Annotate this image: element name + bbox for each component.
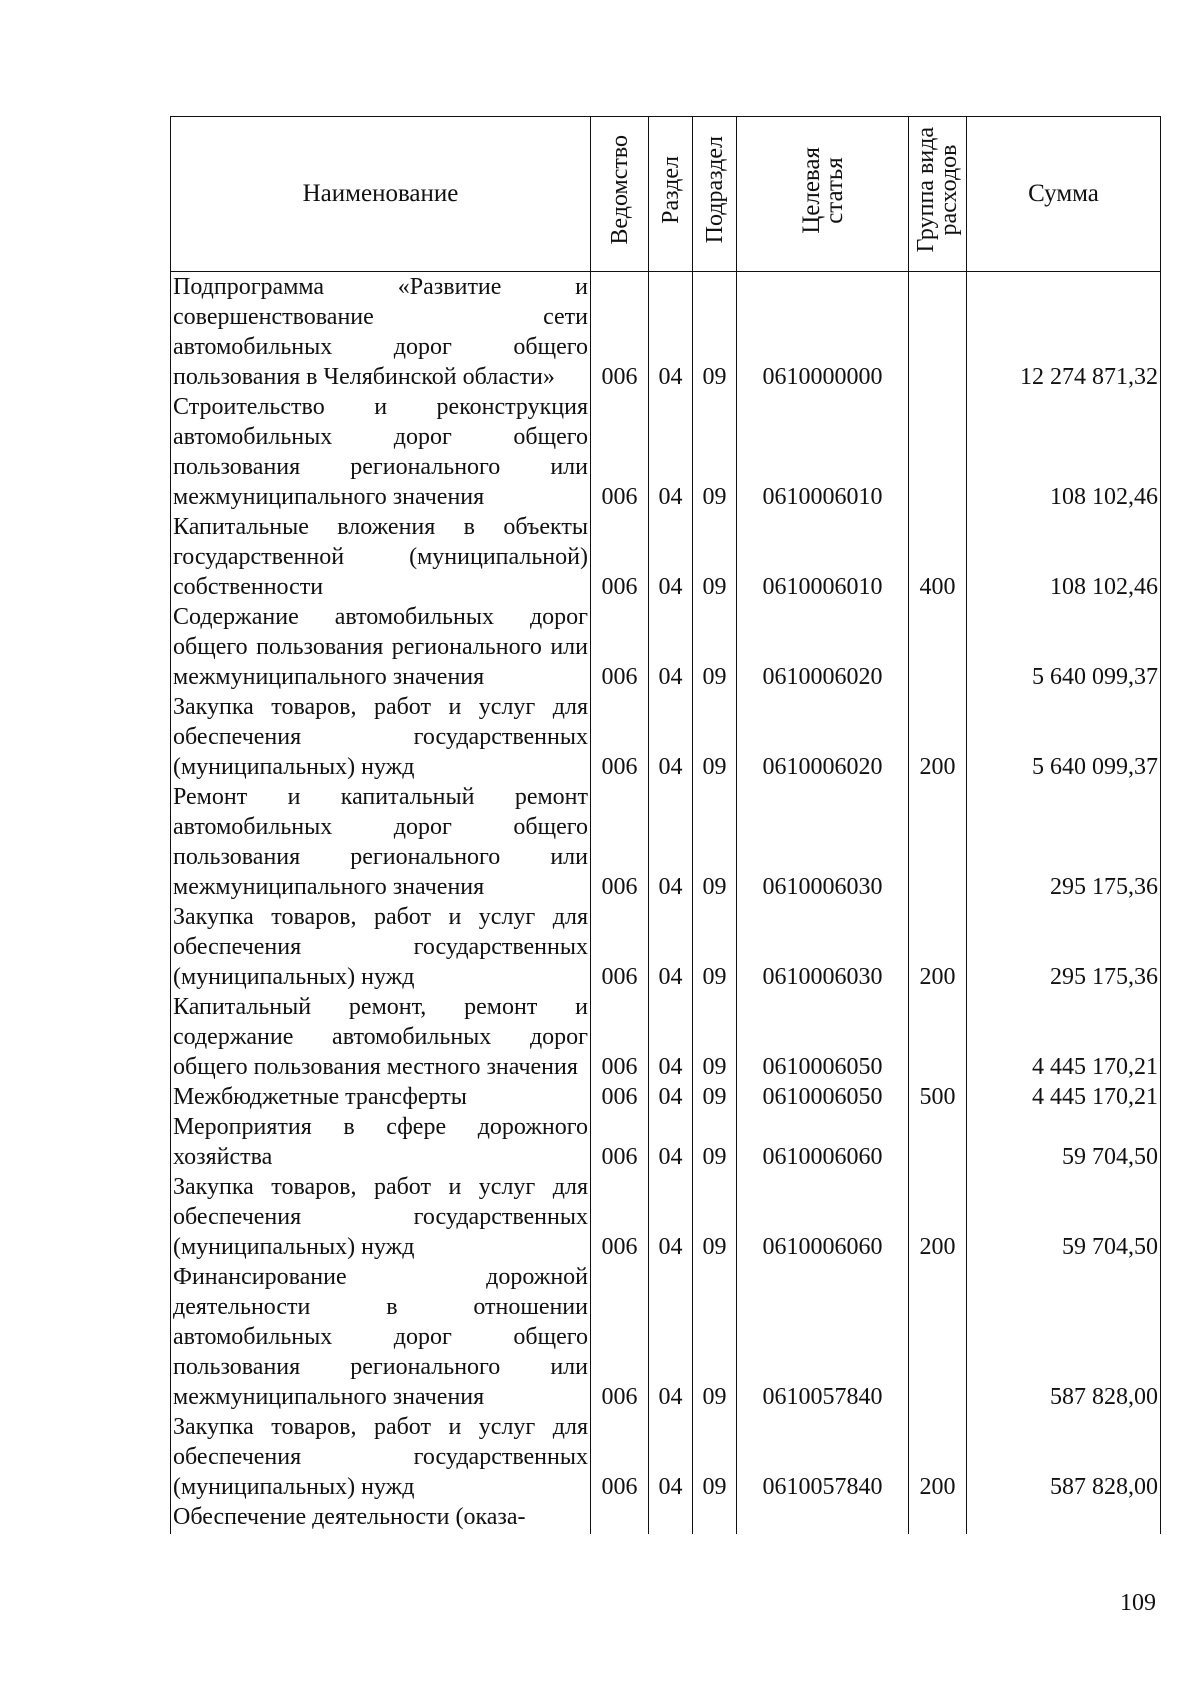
cell-empty [591, 1502, 649, 1534]
cell-name: Подпрограмма «Развитие и совершенствование сети автомобильных дорог общего пользования в Челябинской области» [171, 272, 591, 393]
cell-target: 0610006010 [737, 392, 909, 512]
header-department: Ведомство [591, 117, 649, 272]
cell-name: Капитальный ремонт, ремонт и содержание автомобильных дорог общего пользования местного значения [171, 992, 591, 1082]
cell-name: Строительство и реконструкция автомобильных дорог общего пользования регионального или межмуниципального значения [171, 392, 591, 512]
cell-expense-group [909, 1262, 967, 1412]
cell-department: 006 [591, 992, 649, 1082]
cell-empty [693, 1502, 737, 1534]
cell-section: 04 [649, 992, 693, 1082]
cell-section: 04 [649, 272, 693, 393]
cell-expense-group [909, 992, 967, 1082]
table-row [171, 902, 1161, 992]
table-row [171, 1412, 1161, 1502]
cell-section: 04 [649, 782, 693, 902]
cell-target: 0610006020 [737, 692, 909, 782]
cell-expense-group [909, 272, 967, 393]
cell-section: 04 [649, 1412, 693, 1502]
page-number: 109 [1120, 1590, 1156, 1616]
cell-target: 0610006050 [737, 992, 909, 1082]
cell-department: 006 [591, 902, 649, 992]
cell-empty [967, 1502, 1161, 1534]
cell-name: Содержание автомобильных дорог общего пользования регионального или межмуниципального значения [171, 602, 591, 692]
cell-sum: 59 704,50 [967, 1172, 1161, 1262]
cell-target: 0610006030 [737, 902, 909, 992]
table-row [171, 1112, 1161, 1172]
cell-target: 0610000000 [737, 272, 909, 393]
cell-department: 006 [591, 1412, 649, 1502]
cell-expense-group [909, 782, 967, 902]
cell-subsection: 09 [693, 692, 737, 782]
cell-subsection: 09 [693, 602, 737, 692]
cell-name: Закупка товаров, работ и услуг для обеспечения государственных (муниципальных) нужд [171, 902, 591, 992]
table-body [171, 272, 1161, 1535]
budget-table [170, 116, 1161, 1534]
cell-department: 006 [591, 602, 649, 692]
cell-expense-group: 200 [909, 902, 967, 992]
table-row-partial [171, 1502, 1161, 1534]
cell-department: 006 [591, 782, 649, 902]
cell-expense-group: 200 [909, 692, 967, 782]
cell-sum: 295 175,36 [967, 902, 1161, 992]
cell-target: 0610057840 [737, 1262, 909, 1412]
cell-sum: 587 828,00 [967, 1262, 1161, 1412]
cell-sum: 295 175,36 [967, 782, 1161, 902]
cell-expense-group: 200 [909, 1172, 967, 1262]
cell-sum: 12 274 871,32 [967, 272, 1161, 393]
cell-section: 04 [649, 692, 693, 782]
cell-target: 0610006030 [737, 782, 909, 902]
cell-expense-group: 400 [909, 512, 967, 602]
cell-section: 04 [649, 1112, 693, 1172]
table-row [171, 782, 1161, 902]
table-row [171, 512, 1161, 602]
table-row [171, 602, 1161, 692]
cell-expense-group [909, 392, 967, 512]
cell-subsection: 09 [693, 272, 737, 393]
table-row [171, 272, 1161, 393]
cell-subsection: 09 [693, 902, 737, 992]
cell-sum: 4 445 170,21 [967, 992, 1161, 1082]
cell-sum: 59 704,50 [967, 1112, 1161, 1172]
header-sum: Сумма [967, 117, 1161, 272]
cell-sum: 108 102,46 [967, 392, 1161, 512]
cell-section: 04 [649, 392, 693, 512]
cell-expense-group: 500 [909, 1082, 967, 1112]
table-row [171, 992, 1161, 1082]
cell-subsection: 09 [693, 392, 737, 512]
cell-section: 04 [649, 1082, 693, 1112]
cell-sum: 108 102,46 [967, 512, 1161, 602]
header-target: Целевая статья [737, 117, 909, 272]
cell-subsection: 09 [693, 1112, 737, 1172]
table-row [171, 1172, 1161, 1262]
cell-subsection: 09 [693, 1262, 737, 1412]
cell-name: Закупка товаров, работ и услуг для обеспечения государственных (муниципальных) нужд [171, 1172, 591, 1262]
cell-name: Ремонт и капитальный ремонт автомобильных дорог общего пользования регионального или межмуниципального значения [171, 782, 591, 902]
header-expense-group: Группа вида расходов [909, 117, 967, 272]
cell-expense-group [909, 602, 967, 692]
cell-sum: 5 640 099,37 [967, 602, 1161, 692]
cell-target: 0610057840 [737, 1412, 909, 1502]
table-row [171, 1082, 1161, 1112]
table-row [171, 392, 1161, 512]
cell-department: 006 [591, 272, 649, 393]
cell-name: Закупка товаров, работ и услуг для обеспечения государственных (муниципальных) нужд [171, 692, 591, 782]
cell-department: 006 [591, 692, 649, 782]
cell-target: 0610006020 [737, 602, 909, 692]
table-row [171, 1262, 1161, 1412]
cell-section: 04 [649, 1172, 693, 1262]
cell-section: 04 [649, 602, 693, 692]
cell-target: 0610006060 [737, 1112, 909, 1172]
cell-target: 0610006050 [737, 1082, 909, 1112]
header-name: Наименование [171, 117, 591, 272]
cell-target: 0610006010 [737, 512, 909, 602]
cell-name: Межбюджетные трансферты [171, 1082, 591, 1112]
cell-department: 006 [591, 1112, 649, 1172]
cell-section: 04 [649, 512, 693, 602]
cell-expense-group: 200 [909, 1412, 967, 1502]
header-subsection: Подраздел [693, 117, 737, 272]
cell-expense-group [909, 1112, 967, 1172]
cell-name: Обеспечение деятельности (оказа- [171, 1502, 591, 1534]
cell-name: Закупка товаров, работ и услуг для обеспечения государственных (муниципальных) нужд [171, 1412, 591, 1502]
cell-subsection: 09 [693, 992, 737, 1082]
cell-section: 04 [649, 1262, 693, 1412]
cell-subsection: 09 [693, 1082, 737, 1112]
cell-department: 006 [591, 1082, 649, 1112]
cell-name: Финансирование дорожной деятельности в отношении автомобильных дорог общего пользования регионального или межмуниципального значения [171, 1262, 591, 1412]
cell-subsection: 09 [693, 1412, 737, 1502]
header-section: Раздел [649, 117, 693, 272]
cell-department: 006 [591, 512, 649, 602]
cell-empty [649, 1502, 693, 1534]
cell-sum: 5 640 099,37 [967, 692, 1161, 782]
cell-section: 04 [649, 902, 693, 992]
cell-department: 006 [591, 1172, 649, 1262]
cell-subsection: 09 [693, 512, 737, 602]
cell-empty [909, 1502, 967, 1534]
cell-sum: 587 828,00 [967, 1412, 1161, 1502]
cell-subsection: 09 [693, 782, 737, 902]
cell-name: Мероприятия в сфере дорожного хозяйства [171, 1112, 591, 1172]
cell-name: Капитальные вложения в объекты государственной (муниципальной) собственности [171, 512, 591, 602]
table-header-row [171, 117, 1161, 272]
table-row [171, 692, 1161, 782]
cell-department: 006 [591, 392, 649, 512]
cell-department: 006 [591, 1262, 649, 1412]
cell-target: 0610006060 [737, 1172, 909, 1262]
cell-subsection: 09 [693, 1172, 737, 1262]
cell-empty [737, 1502, 909, 1534]
cell-sum: 4 445 170,21 [967, 1082, 1161, 1112]
